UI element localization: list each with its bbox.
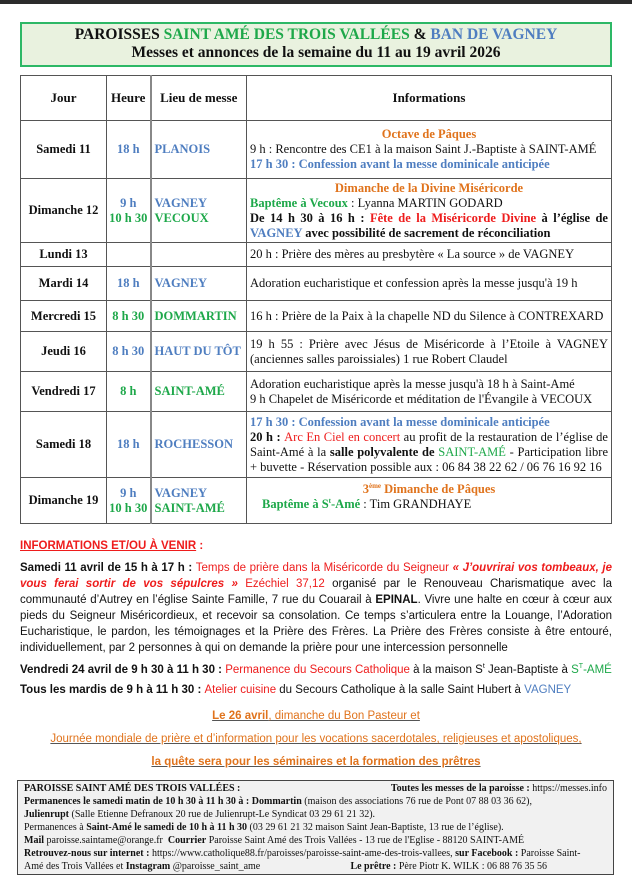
- concert-time: 20 h :: [250, 429, 285, 444]
- facebook-label: sur Facebook :: [455, 848, 519, 859]
- row-time: 18 h: [107, 121, 151, 179]
- place-s: S: [571, 664, 579, 676]
- table-row: [21, 332, 612, 372]
- place-2: SAINT-AMÉ: [154, 500, 225, 515]
- place-end: -AMÉ: [583, 664, 612, 676]
- perm2-text: (03 29 61 21 32 maison Saint Jean-Baptiste, 13 rue de l’église).: [247, 822, 504, 833]
- announcement-place: VAGNEY: [524, 684, 572, 696]
- info-line: Adoration eucharistique après la messe jusqu'à 18 h à Saint-Amé: [250, 376, 575, 391]
- title-rest: Dimanche de Pâques: [381, 482, 496, 496]
- bon-pasteur-line-3: la quête sera pour les séminaires et la formation des prêtres: [151, 756, 481, 768]
- info-title: [250, 482, 608, 497]
- info-line: [250, 211, 608, 241]
- announcement-lead: Vendredi 24 avril de 9 h 30 à 11 h 30 :: [20, 664, 226, 676]
- instagram-link[interactable]: @paroisse_saint_ame: [170, 861, 261, 872]
- row-day: Samedi 18: [21, 412, 107, 478]
- row-info: 20 h : Prière des mères au presbytère « La source » de VAGNEY: [247, 243, 612, 267]
- header-info: Informations: [247, 76, 612, 121]
- info-title: Octave de Pâques: [381, 127, 477, 141]
- perm2-label: Saint-Amé le samedi de 10 h à 11 h 30: [86, 822, 248, 833]
- concert-rest: au profit de la restauration de l’église de Saint-Amé à la: [250, 429, 608, 459]
- fete-time: De 14 h 30 à 16 h :: [250, 210, 370, 225]
- fete-rest: à l’église de: [536, 210, 608, 225]
- bon-pasteur-line-1: [20, 708, 612, 724]
- page-header: [20, 22, 612, 67]
- row-place: [151, 243, 247, 267]
- time-2: 10 h 30: [109, 210, 148, 225]
- instagram: [24, 860, 260, 873]
- announcement-text-2: . Vivre une halte en cœur à cœur aux pieds du Seigneur Miséricordieux, et recevoir sa consolation. Ce temps s’articulera entre la Louange, l’Adoration Eucharistique, le pardon, les témoignages et la Prière des Frères. La Prière des Frères consiste à être entouré, individuellement, par 2 personnes à qui on demande la prière pour une intercession personnelle: [20, 594, 612, 654]
- row-time: 18 h: [107, 412, 151, 478]
- announcement-ref: Ezéchiel 37,12: [237, 578, 325, 590]
- priest-label: Le prêtre :: [350, 861, 397, 872]
- info-title: Dimanche de la Divine Miséricorde: [334, 180, 524, 195]
- info-line: 17 h 30 : Confession avant la messe dominicale anticipée: [250, 414, 550, 429]
- row-info: 19 h 55 : Prière avec Jésus de Miséricorde à l’Etoile à VAGNEY (anciennes salles paroissiales) 1 rue Robert Claudel: [247, 332, 612, 372]
- footer-row: [24, 847, 607, 860]
- row-time: 8 h 30: [107, 332, 151, 372]
- footer-row: [24, 782, 607, 795]
- row-time: 18 h: [107, 267, 151, 301]
- announcement-text: organisé par le Renouveau Charismatique avec la communauté d’Autrey en l’église Sainte Famille, 7 rue du Couarail à: [20, 578, 613, 606]
- bapteme-label-start: Baptême à S: [262, 497, 329, 511]
- facebook-link[interactable]: Paroisse Saint-: [518, 848, 581, 859]
- concert-venue: salle polyvalente de: [329, 444, 439, 459]
- mass-schedule-table: [20, 75, 612, 524]
- fete-name: Fête de la Miséricorde Divine: [369, 210, 537, 225]
- bapteme-label: Baptême à Vecoux: [250, 195, 348, 210]
- announcement-2: [20, 662, 612, 678]
- table-header-row: [21, 76, 612, 121]
- footer-row: [24, 795, 607, 808]
- info-line: 9 h : Rencontre des CE1 à la maison Saint J.-Baptiste à SAINT-AMÉ: [250, 142, 597, 156]
- all-masses: [391, 782, 607, 795]
- fete-end: avec possibilité de sacrement de réconciliation: [302, 225, 551, 240]
- announcement-quote: « J’ouvrirai vos tombeaux, je vous ferai sortir de vos sépulcres »: [20, 562, 612, 590]
- courrier-address: Paroisse Saint Amé des Trois Vallées - 13 rue de l'Eglise - 88120 SAINT-AMÉ: [206, 835, 525, 846]
- row-time: 8 h: [107, 372, 151, 412]
- row-day: Samedi 11: [21, 121, 107, 179]
- title-sup: ème: [368, 481, 382, 490]
- info-line: 9 h Chapelet de Miséricorde et méditation de l'Évangile à VECOUX: [250, 391, 593, 406]
- row-time: [107, 179, 151, 243]
- row-time: [107, 243, 151, 267]
- time-1: 9 h: [120, 195, 137, 210]
- instagram-label: Instagram: [125, 861, 171, 872]
- perm1-label: Permanences le samedi matin de 10 h 30 à 11 h 30 à : Dommartin: [24, 796, 302, 807]
- parish-name-1: SAINT AMÉ DES TROIS VALLÉES: [163, 26, 410, 43]
- announcement-sup: t: [482, 663, 485, 671]
- footer-row: [24, 821, 607, 834]
- info-line: 17 h 30 : Confession avant la messe dominicale anticipée: [250, 157, 550, 171]
- row-place: [151, 179, 247, 243]
- title-prefix: PAROISSES: [74, 26, 164, 43]
- header-time: Heure: [107, 76, 151, 121]
- announcement-event: Permanence du Secours Catholique: [225, 664, 410, 676]
- mail-link[interactable]: paroisse.saintame@orange.fr: [44, 835, 168, 846]
- header-day: Jour: [21, 76, 107, 121]
- bapteme-sup: t: [328, 496, 332, 505]
- all-masses-label: Toutes les messes de la paroisse :: [390, 783, 530, 794]
- info-line: [250, 497, 608, 512]
- mail-label: Mail: [24, 835, 44, 846]
- footer-row: [24, 808, 607, 821]
- table-row: [21, 267, 612, 301]
- row-day: Mardi 14: [21, 267, 107, 301]
- announcement-3: [20, 682, 612, 698]
- perm1-text: (maison des associations 76 rue de Pont 07 88 03 36 62),: [301, 796, 533, 807]
- row-day: Dimanche 19: [21, 478, 107, 524]
- announcement-place: [571, 664, 612, 676]
- page-subtitle: Messes et annonces de la semaine du 11 au 19 avril 2026: [131, 44, 501, 61]
- row-place: DOMMARTIN: [151, 301, 247, 332]
- announcement-event: Temps de prière dans la Miséricorde du Seigneur: [195, 562, 453, 574]
- announcements-title: [20, 538, 612, 554]
- announcement-text: du Secours Catholique à la salle Saint Hubert à: [276, 684, 525, 696]
- parish-name-2: BAN DE VAGNEY: [430, 26, 558, 43]
- row-day: Mercredi 15: [21, 301, 107, 332]
- concert-name: Arc En Ciel en concert: [284, 429, 401, 444]
- announcement-city: EPINAL: [375, 594, 418, 606]
- parish-contact-box: [17, 780, 614, 875]
- row-place: PLANOIS: [151, 121, 247, 179]
- row-place: HAUT DU TÔT: [151, 332, 247, 372]
- announcement-event: Atelier cuisine: [204, 684, 277, 696]
- row-time: [107, 478, 151, 524]
- place-1: VAGNEY: [154, 485, 208, 500]
- row-info: [247, 372, 612, 412]
- announcement-text-2: Jean-Baptiste à: [484, 664, 572, 676]
- bon-pasteur-line-2: Journée mondiale de prière et d’information pour les vocations sacerdotales, religieuses et apostoliques,: [50, 733, 582, 745]
- web-link[interactable]: https://www.catholique88.fr/paroisses/paroisse-saint-ame-des-trois-vallees,: [149, 848, 456, 859]
- row-place: VAGNEY: [151, 267, 247, 301]
- concert-place: SAINT-AMÉ: [438, 444, 506, 459]
- announcement-lead: Samedi 11 avril de 15 h à 17 h :: [20, 562, 196, 574]
- priest: [350, 860, 607, 873]
- table-row: [21, 121, 612, 179]
- footer-row: [24, 834, 607, 847]
- table-row: [21, 412, 612, 478]
- place-2: VECOUX: [154, 210, 209, 225]
- page-title: [22, 26, 610, 44]
- fete-place: VAGNEY: [250, 225, 303, 240]
- bon-pasteur-text: , dimanche du Bon Pasteur et: [268, 710, 420, 722]
- table-row: [21, 301, 612, 332]
- row-day: Dimanche 12: [21, 179, 107, 243]
- footer-parish-name: PAROISSE SAINT AMÉ DES TROIS VALLÉES :: [24, 783, 241, 794]
- table-row: [21, 243, 612, 267]
- bapteme-label-end: -Amé: [331, 497, 361, 511]
- row-info: 16 h : Prière de la Paix à la chapelle ND du Silence à CONTREXARD: [247, 301, 612, 332]
- title-number: 3: [362, 482, 369, 496]
- time-2: 10 h 30: [109, 500, 148, 515]
- facebook-link-2[interactable]: Amé des Trois Vallées et: [24, 861, 126, 872]
- row-day: Lundi 13: [21, 243, 107, 267]
- title-ampersand: &: [409, 26, 431, 43]
- row-info: [247, 478, 612, 524]
- priest-contact: Père Piotr K. WILK : 06 88 76 35 56: [396, 861, 547, 872]
- julienrupt-label: Julienrupt: [24, 809, 70, 820]
- row-place: ROCHESSON: [151, 412, 247, 478]
- row-day: Jeudi 16: [21, 332, 107, 372]
- courrier-label: Courrier: [167, 835, 207, 846]
- perm2-prefix: Permanences à: [24, 822, 87, 833]
- info-line: [250, 196, 608, 211]
- row-info: [247, 179, 612, 243]
- table-row: [21, 372, 612, 412]
- concert-rest-2: - Participation libre + buvette - Réservation possible aux : 06 84 38 22 62 / 06 76 16 92 16: [250, 444, 608, 474]
- announcements-title-colon: :: [196, 540, 204, 552]
- announcements-title-text: INFORMATIONS ET/OU À VENIR: [20, 540, 197, 552]
- row-day: Vendredi 17: [21, 372, 107, 412]
- bapteme-label: [262, 497, 360, 511]
- all-masses-link[interactable]: https://messes.info: [529, 783, 607, 794]
- place-sup: T: [578, 663, 584, 671]
- bapteme-name: : Tim GRANDHAYE: [360, 497, 472, 511]
- bapteme-name: : Lyanna MARTIN GODARD: [347, 195, 503, 210]
- bon-pasteur-date: Le 26 avril: [212, 710, 269, 722]
- row-time: 8 h 30: [107, 301, 151, 332]
- row-info: [247, 412, 612, 478]
- announcement-1: [20, 560, 612, 656]
- footer-row: [24, 860, 607, 873]
- time-1: 9 h: [120, 485, 137, 500]
- row-info: Adoration eucharistique et confession après la messe jusqu'à 19 h: [247, 267, 612, 301]
- table-row: [21, 179, 612, 243]
- announcement-text: à la maison S: [409, 664, 483, 676]
- row-info: [247, 121, 612, 179]
- julienrupt-text: (Salle Etienne Defranoux 20 rue de Julienrupt-Le Syndicat 03 29 61 21 32).: [69, 809, 376, 820]
- web-label: Retrouvez-nous sur internet :: [24, 848, 150, 859]
- row-place: SAINT-AMÉ: [151, 372, 247, 412]
- header-place: Lieu de messe: [151, 76, 247, 121]
- place-1: VAGNEY: [154, 195, 208, 210]
- info-line: [250, 430, 608, 475]
- page-content: [0, 4, 632, 881]
- announcement-lead: Tous les mardis de 9 h à 11 h 30 :: [20, 684, 205, 696]
- table-row: [21, 478, 612, 524]
- row-place: [151, 478, 247, 524]
